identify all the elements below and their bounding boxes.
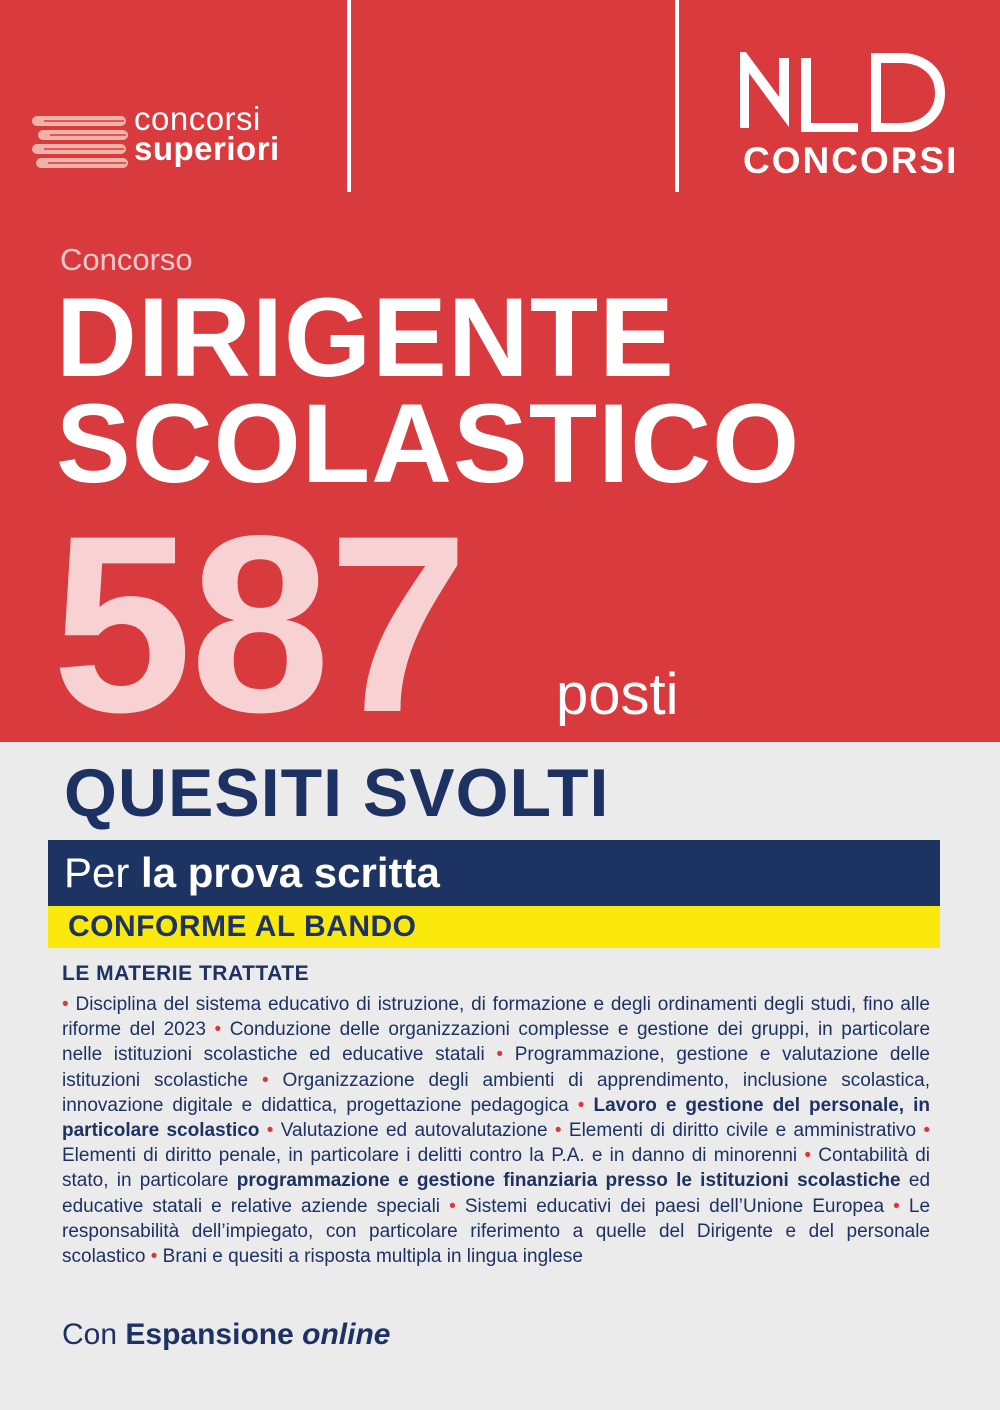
expansion-italic: online xyxy=(302,1318,391,1351)
bullet: • xyxy=(261,1069,269,1091)
divider-line-left xyxy=(347,0,351,192)
subject-item: Disciplina del sistema educativo di istruzione, di formazione e degli ordinamenti degli studi, fino alle riforme del 2023 xyxy=(62,994,931,1041)
book-stack-icon xyxy=(30,114,130,174)
bullet: • xyxy=(893,1195,900,1217)
nld-concorsi-logo xyxy=(740,52,959,182)
subject-item: Programmazione, gestione e valutazione delle istituzioni scolastiche xyxy=(62,1044,931,1091)
subject-item: Elementi di diritto penale, in particolare i delitti contro la P.A. e in danno di minorenni xyxy=(62,1145,798,1167)
title-line-1: DIRIGENTE xyxy=(56,275,675,400)
bullet: • xyxy=(150,1246,158,1268)
subjects-list xyxy=(62,992,930,1269)
exam-band xyxy=(48,840,940,906)
divider-line-right xyxy=(675,0,679,192)
bullet: • xyxy=(804,1145,812,1167)
bullet: • xyxy=(923,1120,931,1142)
subjects-heading: LE MATERIE TRATTATE xyxy=(62,962,310,985)
subject-item-bold: programmazione e gestione finanziaria presso le istituzioni scolastiche xyxy=(236,1170,901,1192)
posts-label: posti xyxy=(556,662,679,727)
logo-word-superiori: superiori xyxy=(134,130,280,167)
nld-logo-mark xyxy=(740,52,945,132)
subject-item: Valutazione ed autovalutazione xyxy=(280,1120,548,1142)
compliance-label: CONFORME AL BANDO xyxy=(68,910,417,943)
bullet: • xyxy=(214,1019,222,1041)
compliance-band xyxy=(48,906,940,948)
subject-item: Conduzione delle organizzazioni complesse e gestione dei gruppi, in particolare nelle istituzioni scolastiche ed educative statali xyxy=(62,1019,931,1066)
bullet: • xyxy=(577,1094,585,1116)
title-line-2: SCOLASTICO xyxy=(56,381,801,506)
bullet: • xyxy=(496,1044,504,1066)
nld-subtitle: CONCORSI xyxy=(743,140,959,181)
subject-item: ed educative statali e relative aziende speciali xyxy=(62,1170,931,1217)
subtitle: QUESITI SVOLTI xyxy=(64,755,610,831)
band-emphasis: la prova scritta xyxy=(141,849,440,896)
subject-item: Organizzazione degli ambienti di apprendimento, inclusione scolastica, innovazione digitale e didattica, progettazione pedagogica xyxy=(62,1069,931,1116)
subject-item: Elementi di diritto civile e amministrativo xyxy=(568,1120,917,1142)
subject-item: Le responsabilità dell’impiegato, con particolare riferimento a quelle del Dirigente e del personale scolastico xyxy=(62,1195,931,1268)
expansion-prefix: Con xyxy=(62,1318,118,1351)
online-expansion-note xyxy=(62,1318,390,1352)
main-title xyxy=(56,275,801,506)
bullet: • xyxy=(554,1120,562,1142)
concorso-label: Concorso xyxy=(60,242,193,277)
subject-item-bold: Lavoro e gestione del personale, in particolare scolastico xyxy=(62,1094,930,1142)
subject-item: Sistemi educativi dei paesi dell’Unione Europea xyxy=(464,1195,885,1217)
expansion-bold: Espansione xyxy=(125,1318,294,1351)
bullet: • xyxy=(62,994,69,1015)
logo-word-concorsi: concorsi xyxy=(134,100,261,137)
band-prefix: Per xyxy=(64,849,130,896)
concorsi-superiori-logo xyxy=(30,100,320,180)
subject-item: Brani e quesiti a risposta multipla in lingua inglese xyxy=(162,1246,583,1268)
bullet: • xyxy=(266,1120,274,1142)
bullet: • xyxy=(449,1195,456,1217)
posts-number: 587 xyxy=(52,484,467,765)
subject-item: Contabilità di stato, in particolare xyxy=(62,1145,931,1192)
